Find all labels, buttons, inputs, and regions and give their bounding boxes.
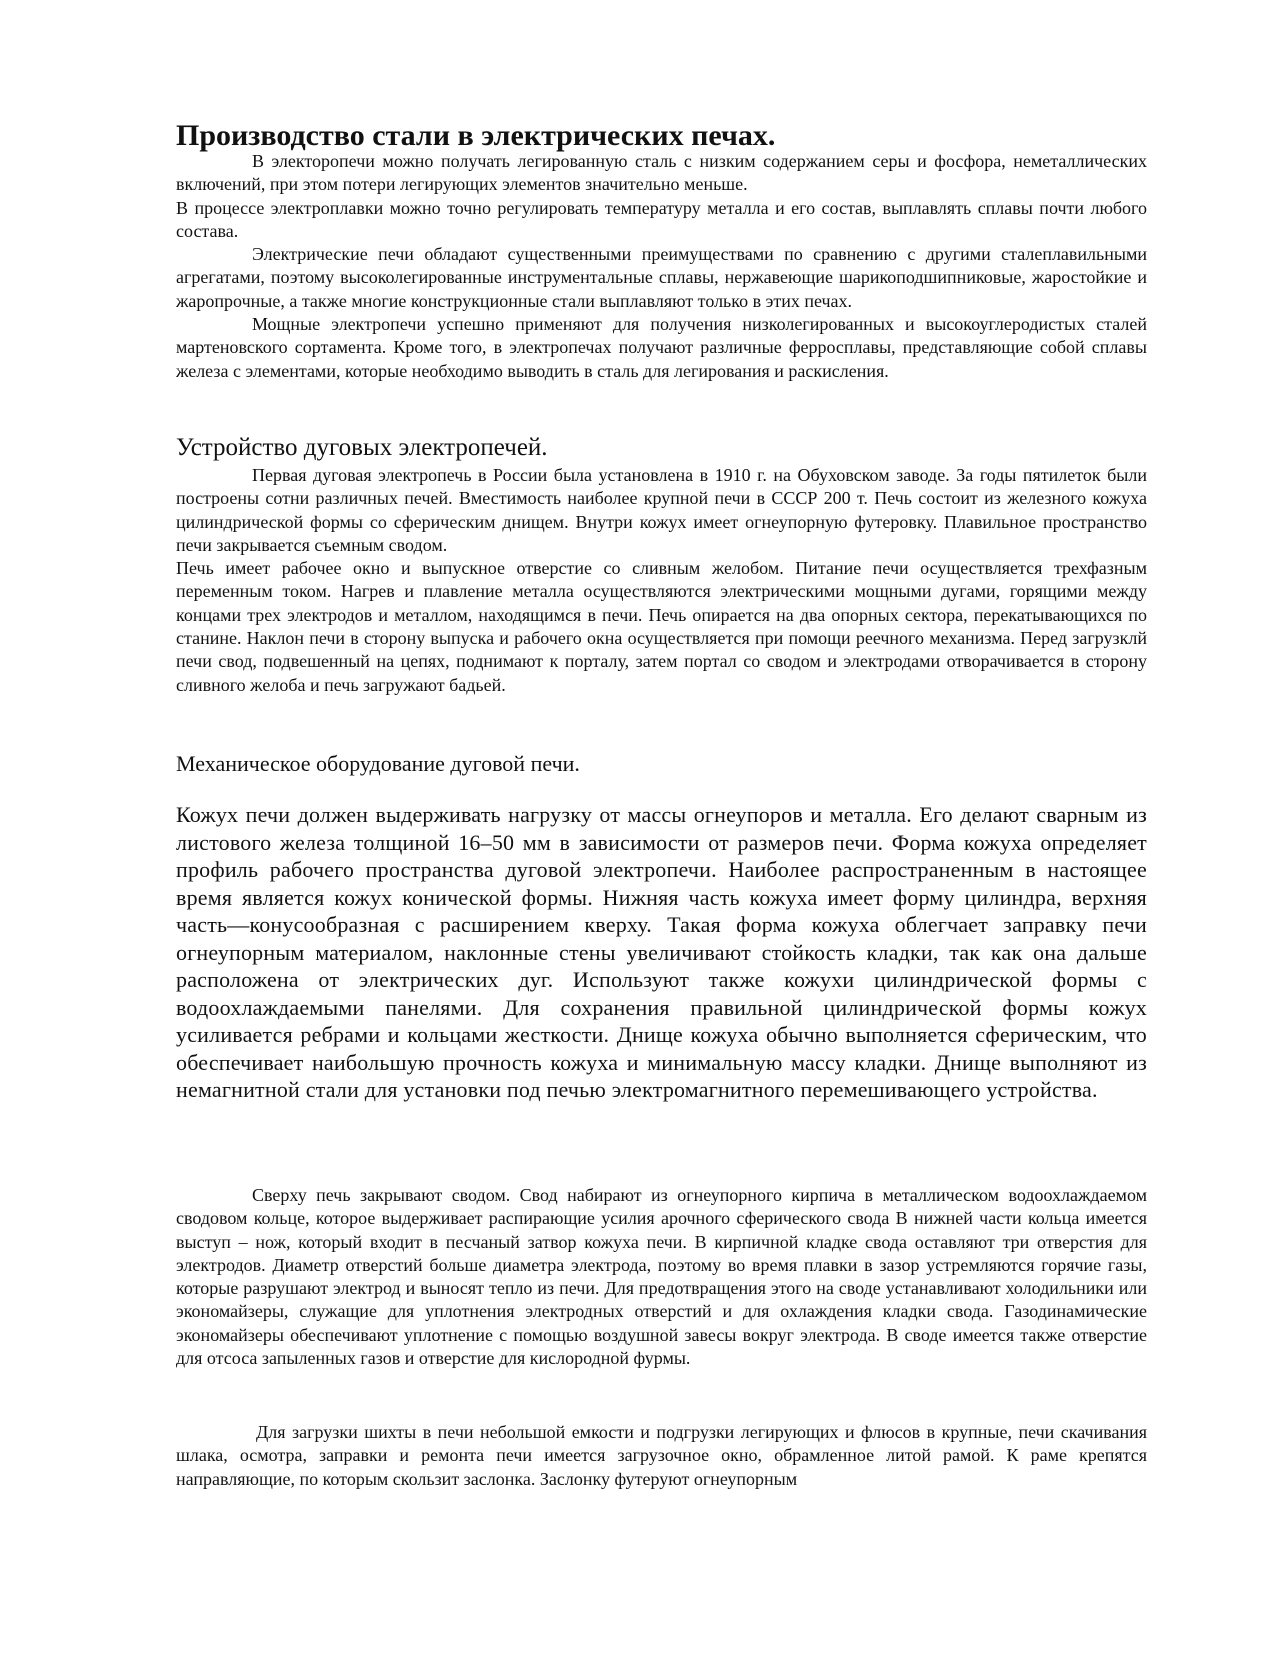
mech-paragraph: Кожух печи должен выдерживать нагрузку от массы огнеупоров и металла. Его делают сварным из листового железа толщиной 16–50 мм в зависимости от размеров печи. Форма кожуха определяет профиль рабочего пространства дуговой электропечи. Наиболее распространенным в настоящее время является кожух конической формы. Нижняя часть кожуха имеет форму цилиндра, верхняя часть—конусообразная с расширением кверху. Такая форма кожуха облегчает заправку печи огнеупорным материалом, наклонные стены увеличивают стойкость кладки, так как она дальше расположена от электрических дуг. Используют также кожухи цилиндрической формы с водоохлаждаемыми панелями. Для сохранения правильной цилиндрической формы кожух усиливается ребрами и кольцами жесткости. Днище кожуха обычно выполняется сферическим, что обеспечивает наибольшую прочность кожуха и минимальную массу кладки. Днище выполняют из немагнитной стали для установки под печью электромагнитного перемешивающего устройства. bbox=[176, 802, 1147, 1102]
intro-paragraph-4-text: Мощные электропечи успешно применяют для получения низколегированных и высокоуглеродистых сталей мартеновского сортамента. Кроме того, в электропечах получают различные ферросплавы, представляющие собой сплавы железа с элементами, которые необходимо выводить в сталь для легирования и раскисления. bbox=[176, 314, 1147, 381]
document-title: Производство стали в электрических печах. bbox=[176, 119, 776, 152]
intro-section bbox=[176, 150, 1147, 383]
intro-paragraph-2: В процессе электроплавки можно точно регулировать температуру металла и его состав, выплавлять сплавы почти любого состава. bbox=[176, 197, 1147, 241]
device-section bbox=[176, 464, 1147, 697]
intro-paragraph-1-text: В электоропечи можно получать легированную сталь с низким содержанием серы и фосфора, неметаллических включений, при этом потери легирующих элементов значительно меньше. bbox=[176, 151, 1147, 195]
device-paragraph-2: Печь имеет рабочее окно и выпускное отверстие со сливным желобом. Питание печи осуществляется трехфазным переменным током. Нагрев и плавление металла осуществляются электрическими мощными дугами, горящими между концами трех электродов и металлом, находящимся в печи. Печь опирается на два опорных сектора, перекатывающихся по станине. Наклон печи в сторону выпуска и рабочего окна осуществляется при помощи реечного механизма. Перед загрузклй печи свод, подвешенный на цепях, поднимают к порталу, затем портал со сводом и электродами отворачивается в сторону сливного желоба и печь загружают бадьей. bbox=[176, 558, 1147, 695]
window-section bbox=[176, 1421, 1147, 1491]
window-paragraph bbox=[176, 1421, 1147, 1491]
intro-paragraph-3 bbox=[176, 243, 1147, 313]
section-heading-device: Устройство дуговых электропечей. bbox=[176, 434, 548, 461]
roof-section bbox=[176, 1184, 1147, 1370]
device-paragraph-1 bbox=[176, 464, 1147, 557]
window-paragraph-text: Для загрузки шихты в печи небольшой емкости и подгрузки легирующих и флюсов в крупные, печи скачивания шлака, осмотра, заправки и ремонта печи имеется загрузочное окно, обрамленное литой рамой. К раме крепятся направляющие, по которым скользит заслонка. Заслонку футеруют огнеупорным bbox=[176, 1422, 1147, 1489]
roof-paragraph bbox=[176, 1184, 1147, 1370]
section-heading-mech: Механическое оборудование дуговой печи. bbox=[176, 751, 580, 776]
mech-section bbox=[176, 801, 1147, 1104]
intro-paragraph-4 bbox=[176, 313, 1147, 383]
roof-paragraph-text: Сверху печь закрывают сводом. Свод набирают из огнеупорного кирпича в металлическом водоохлаждаемом сводовом кольце, которое выдерживает распирающие усилия арочного сферического свода В нижней части кольца имеется выступ – нож, который входит в песчаный затвор кожуха печи. В кирпичной кладке свода оставляют три отверстия для электродов. Диаметр отверстий больше диаметра электрода, поэтому во время плавки в зазор устремляются горячие газы, которые разрушают электрод и выносят тепло из печи. Для предотвращения этого на своде устанавливают холодильники или экономайзеры, служащие для уплотнения электродных отверстий и для охлаждения кладки свода. Газодинамические экономайзеры обеспечивают уплотнение с помощью воздушной завесы вокруг электрода. В своде имеется также отверстие для отсоса запыленных газов и отверстие для кислородной фурмы. bbox=[176, 1185, 1147, 1369]
device-paragraph-1-text: Первая дуговая электропечь в России была установлена в 1910 г. на Обуховском заводе. За годы пятилеток были построены сотни различных печей. Вместимость наиболее крупной печи в СССР 200 т. Печь состоит из железного кожуха цилиндрической формы со сферическим днищем. Внутри кожух имеет огнеупорную футеровку. Плавильное пространство печи закрывается съемным сводом. bbox=[176, 465, 1147, 555]
intro-paragraph-3-text: Электрические печи обладают существенными преимуществами по сравнению с другими сталеплавильными агрегатами, поэтому высоколегированные инструментальные сплавы, нержавеющие шарикоподшипниковые, жаростойкие и жаропрочные, а также многие конструкционные стали выплавляют только в этих печах. bbox=[176, 244, 1147, 311]
intro-paragraph-1 bbox=[176, 150, 1147, 197]
